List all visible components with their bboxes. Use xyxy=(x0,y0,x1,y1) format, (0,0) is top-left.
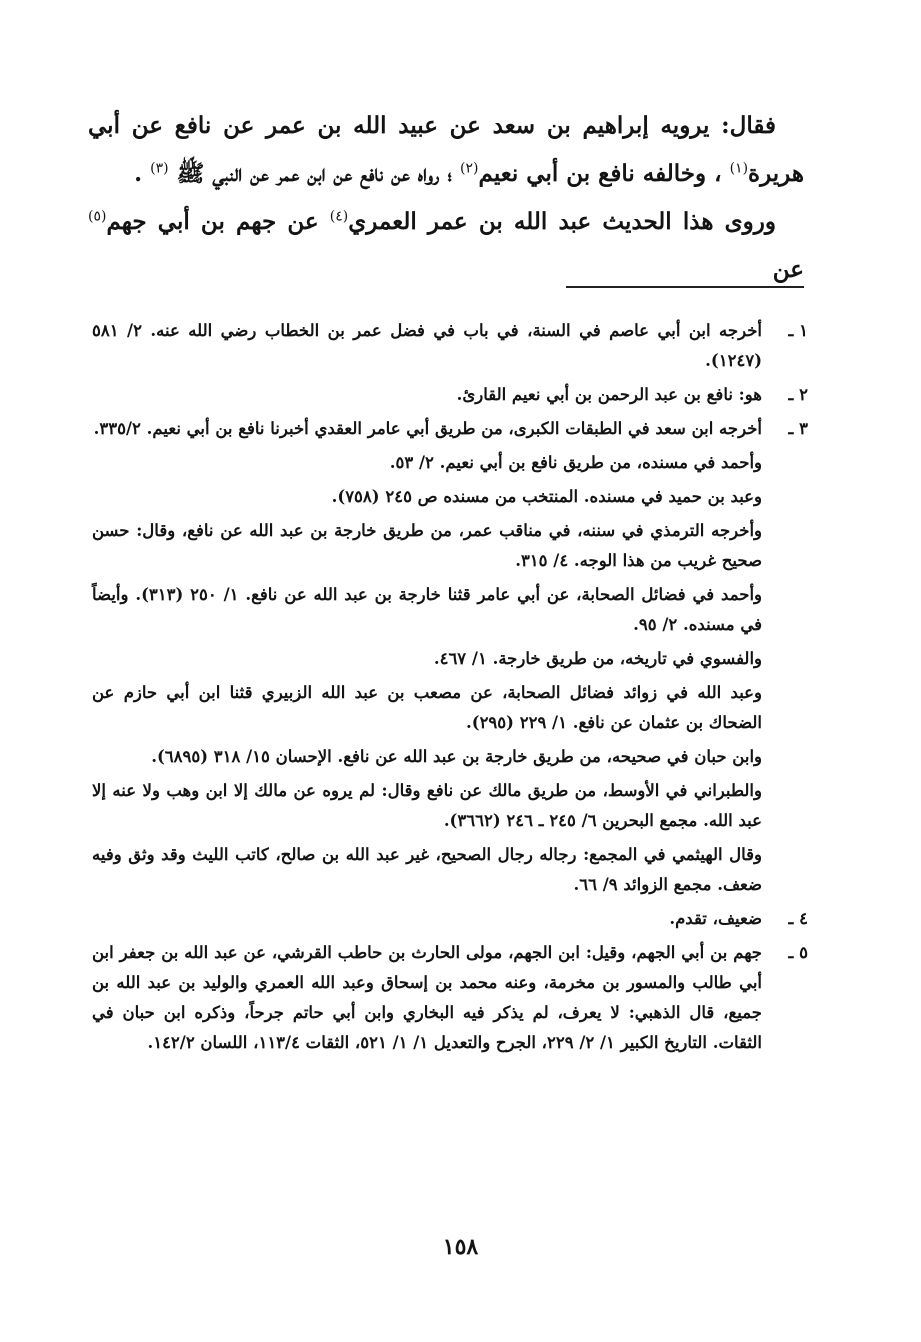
footnote-number: ٢ ـ xyxy=(788,385,808,404)
main-text-run: وروى هذا الحديث عبد الله بن عمر العمري xyxy=(348,208,776,235)
footnote-text: ضعيف، تقدم. xyxy=(669,909,762,928)
main-paragraph xyxy=(88,102,804,198)
footnote-text: والفسوي في تاريخه، من طريق خارجة. ١/ ٤٦٧. xyxy=(433,649,762,668)
footnote-number: ٤ ـ xyxy=(788,909,808,928)
footnote-text: والطبراني في الأوسط، من طريق مالك عن نافع وقال: لم يروه عن مالك إلا ابن وهب ولا عنه إلا عبد الله. مجمع البحرين ٦/ ٢٤٥ ـ ٢٤٦ (٣٦٦٢). xyxy=(92,781,762,830)
main-text-run: ، وخالفه نافع بن أبي نعيم xyxy=(478,160,730,187)
footnote xyxy=(92,938,808,1058)
footnote-text: هو: نافع بن عبد الرحمن بن أبي نعيم القارئ. xyxy=(456,385,762,404)
footnote-number: ٣ ـ xyxy=(788,419,808,438)
footnote-text: وأخرجه الترمذي في سننه، في مناقب عمر، من طريق خارجة بن عبد الله عن نافع، وقال: حسن صحيح غريب من هذا الوجه. ٤/ ٣١٥. xyxy=(92,521,762,570)
footnotes-block xyxy=(92,316,808,1062)
footnote xyxy=(92,316,808,376)
footnote-text: وأحمد في مسنده، من طريق نافع بن أبي نعيم. ٢/ ٥٣. xyxy=(389,453,762,472)
footnote-reference: (٤) xyxy=(329,208,349,225)
main-text-block xyxy=(88,102,804,294)
footnote-text: أخرجه ابن أبي عاصم في السنة، في باب في فضل عمر بن الخطاب رضي الله عنه. ٢/ ٥٨١ (١٢٤٧). xyxy=(92,321,762,370)
footnote-text: جهم بن أبي الجهم، وقيل: ابن الجهم، مولى الحارث بن حاطب القرشي، عن عبد الله بن جعفر ابن أبي طالب والمسور بن مخرمة، وعنه محمد بن إسحاق وعبد الله العمري والوليد بن عبد الله بن جميع، قال الذهبي: لا يعرف، لم يذكر فيه البخاري وابن أبي حاتم جرحاً، وذكره ابن حبان في الثقات. التاريخ الكبير ١/ ٢/ ٢٢٩، الجرح والتعديل ١/ ١/ ٥٢١، الثقات ١١٣/٤، اللسان ١٤٢/٢. xyxy=(92,943,762,1052)
footnote-text: أخرجه ابن سعد في الطبقات الكبرى، من طريق أبي عامر العقدي أخبرنا نافع بن أبي نعيم. ٣٣٥/٢. xyxy=(93,419,762,438)
main-text-run: . xyxy=(134,160,151,187)
footnote-text: وأحمد في فضائل الصحابة، عن أبي عامر قثنا خارجة بن عبد الله عن نافع. ١/ ٢٥٠ (٣١٣). وأيضاً في مسنده. ٢/ ٩٥. xyxy=(92,585,762,634)
footnote xyxy=(92,414,808,900)
footnote-reference: (٣) xyxy=(150,160,169,177)
page-number: ١٥٨ xyxy=(442,1234,479,1260)
main-text-run: فقال: يرويه إبراهيم بن سعد عن عبيد الله بن عمر عن نافع عن أبي هريرة xyxy=(88,112,804,187)
main-text-run: عن جهم بن أبي جهم xyxy=(106,208,330,235)
footnote-number: ٥ ـ xyxy=(788,943,808,962)
footnote-separator xyxy=(566,286,804,288)
footnote xyxy=(92,380,808,410)
footnote-text: وعبد الله في زوائد فضائل الصحابة، عن مصعب بن عبد الله الزبيري قثنا ابن أبي حازم عن الضحاك بن عثمان عن نافع. ١/ ٢٢٩ (٢٩٥). xyxy=(92,683,762,732)
footnote-reference: (١) xyxy=(729,160,749,177)
main-text-run: عن xyxy=(772,256,804,283)
main-paragraph xyxy=(88,198,804,294)
main-text-run: ؛ رواه عن نافع عن ابن عمر عن النبي ﷺ xyxy=(168,160,461,187)
footnote xyxy=(92,904,808,934)
footnote-number: ١ ـ xyxy=(788,321,808,340)
footnote-text: وعبد بن حميد في مسنده. المنتخب من مسنده ص ٢٤٥ (٧٥٨). xyxy=(331,487,762,506)
footnote-reference: (٢) xyxy=(460,160,479,177)
footnote-reference: (٥) xyxy=(88,208,107,225)
footnote-text: وابن حبان في صحيحه، من طريق خارجة بن عبد الله عن نافع. الإحسان ١٥/ ٣١٨ (٦٨٩٥). xyxy=(151,747,762,766)
footnote-text: وقال الهيثمي في المجمع: رجاله رجال الصحيح، غير عبد الله بن صالح، كاتب الليث وقد وثق وفيه ضعف. مجمع الزوائد ٩/ ٦٦. xyxy=(92,845,762,894)
